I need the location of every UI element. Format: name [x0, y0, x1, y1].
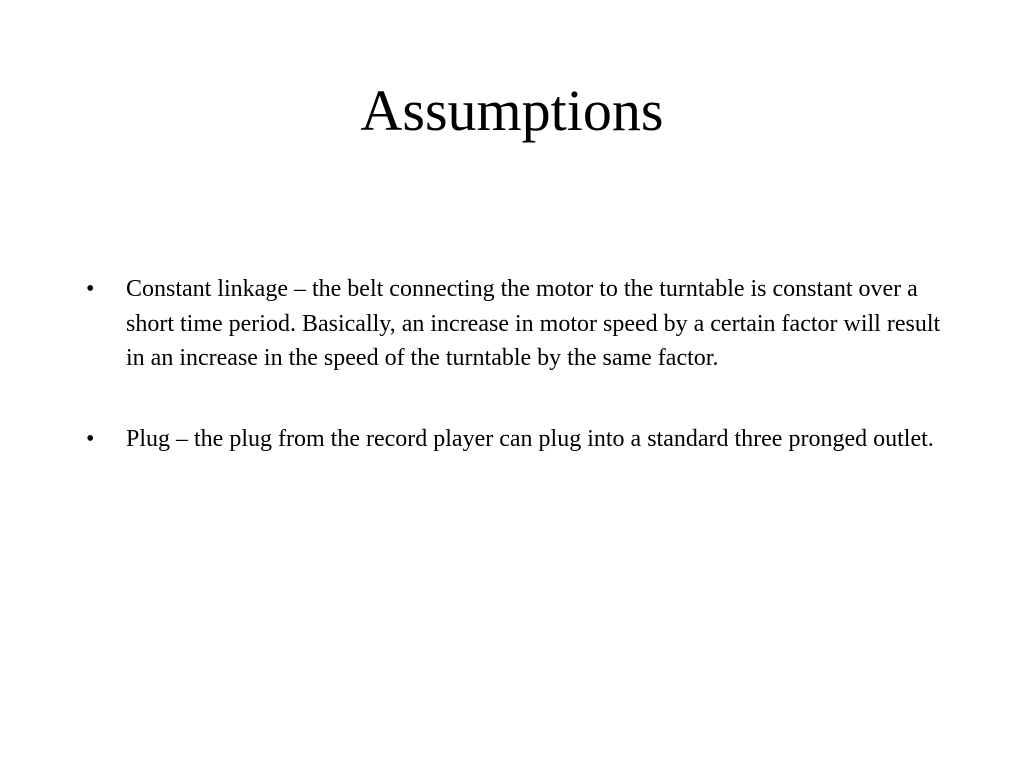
bullet-item-plug: [86, 422, 946, 457]
bullet-list: [86, 272, 946, 502]
bullet-text: Constant linkage – the belt connecting the motor to the turntable is constant over a short time period. Basically, an increase in motor speed by a certain factor will result in an increase in the speed of the turntable by the same factor.: [126, 276, 941, 371]
slide-title: Assumptions: [360, 78, 664, 143]
bullet-marker: •: [86, 425, 95, 452]
bullet-text: Plug – the plug from the record player can plug into a standard three pronged outlet.: [126, 425, 934, 452]
bullet-marker: •: [86, 276, 95, 302]
bullet-item-constant-linkage: [86, 272, 946, 376]
